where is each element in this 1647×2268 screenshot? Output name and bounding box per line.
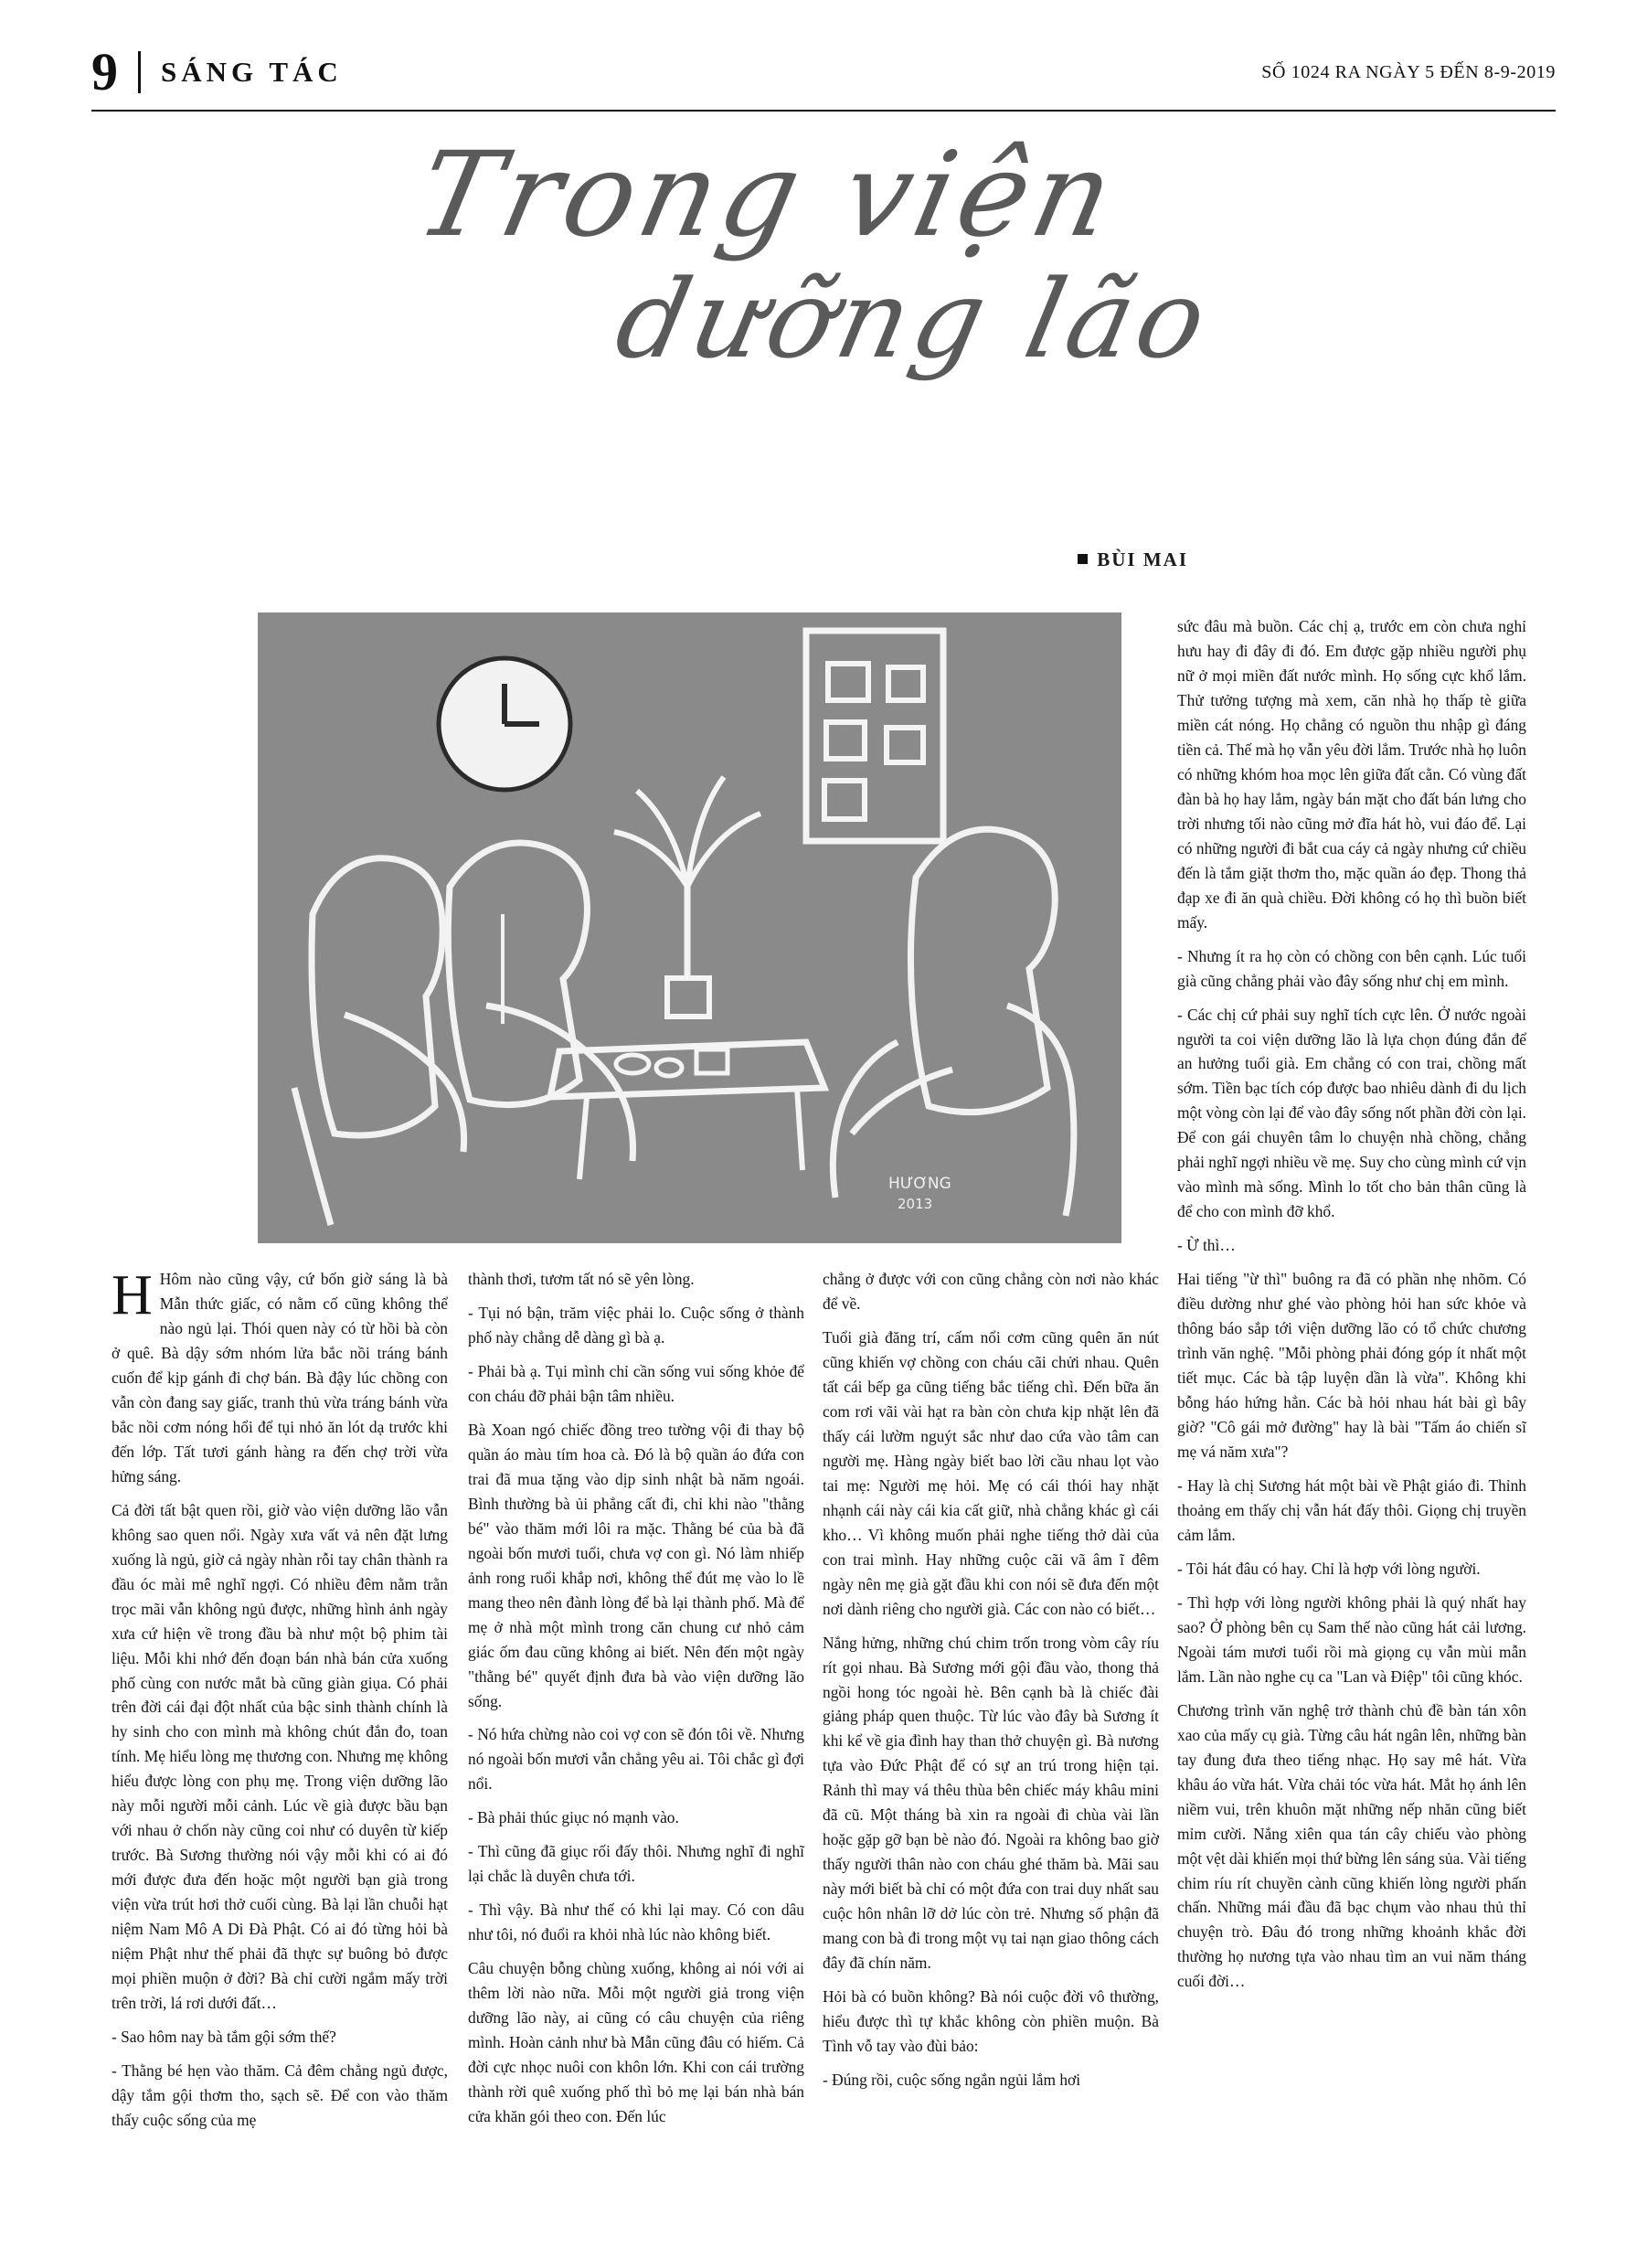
paragraph: Hỏi bà có buồn không? Bà nói cuộc đời vô thường, hiểu được thì tự khắc không còn phiền muộn. Bà Tình vỗ tay vào đùi bảo:	[823, 1987, 1159, 2056]
text-column-1	[112, 1264, 448, 2142]
paragraph: Tuổi già đăng trí, cấm nổi cơm cũng quên ăn nút cũng khiến vợ chồng con cháu cãi chửi nhau. Quên tất cái bếp ga cũng tiếng bắc tiếng chì. Đến bữa ăn com rơi vãi vài hạt ra bàn còn chưa kịp nhặt lên đã thấy cái lườm nguýt sắc như dao cứa vào tâm can người mẹ. Hàng ngày biết bao lời cầu nhau lọt vào tai mẹ: Người mẹ hỏi. Mẹ có cái thói hay nhặt nhạnh cái này cái kia cất giữ, nhà chẳng khác gì cái kho… Vì không muốn phải nghe tiếng thở dài của con trai mình. Hay những cuộc cãi vã âm ĩ đêm ngày nên mẹ già gặt đầu khi con nói sẽ đưa đến một nơi dành riêng cho người già. Các con nào có biết…	[823, 1327, 1159, 1618]
dialogue-line: - Các chị cứ phải suy nghĩ tích cực lên. Ở nước ngoài người ta coi viện dưỡng lão là lựa chọn đúng đắn để an hưởng tuổi già. Em chẳng có con trai, chồng mất sớm. Tiền bạc tích cóp được bao nhiêu dành đi du lịch một vòng còn lại để vào đây sống nốt phần đời còn lại. Để con gái chuyên tâm lo chuyện nhà chồng, chẳng phải nghĩ ngợi nhiều về mẹ. Suy cho cùng mình cứ vịn vào mình mà sống. Mình lo tốt cho bản thân cũng là để cho con mình đỡ khổ.	[1177, 1005, 1526, 1221]
author-name: BÙI MAI	[1097, 548, 1188, 570]
byline-bullet-icon	[1078, 554, 1088, 564]
paragraph: Chương trình văn nghệ trở thành chủ đề bàn tán xôn xao của mấy cụ già. Từng câu hát ngân lên, những bàn tay đung đưa theo tiếng nhạc. Họ say mê hát. Vừa khâu áo vừa hát. Vừa chải tóc vừa hát. Mắt họ ánh lên niềm vui, trên khuôn mặt những nếp nhăn cũng biết mỉm cười. Nắng xiên qua tán cây chiếu vào phòng một vệt dài khiến mọi thứ bừng lên sáng sủa. Vài tiếng chim ríu rít chuyền cành cũng khiến lòng người phấn chấn. Những mái đầu đã bạc chụm vào nhau thủ thỉ chuyện trò. Đâu đó trong những khoảnh khắc đời thường họ nương tựa vào nhau tìm an vui năm tháng cuối đời…	[1177, 1700, 1526, 1991]
paragraph-text: Hôm nào cũng vậy, cứ bốn giờ sáng là bà Mẫn thức giấc, có nằm cố cũng không thể nào ngủ lại. Thói quen này có từ hồi bà còn ở quê. Bà dậy sớm nhóm lửa bắc nồi tráng bánh cuốn để kịp gánh đi chợ bán. Bà đậy lúc chồng con vẫn còn đang say giấc, tranh thủ vừa tráng bánh vừa bắc nồi cơm nóng hổi để tụi nhỏ ăn lót dạ trước khi đến lớp. Tất tươi gánh hàng ra đến chợ trời vừa hửng sáng.	[112, 1270, 448, 1485]
paragraph: sức đâu mà buồn. Các chị ạ, trước em còn chưa nghỉ hưu hay đi đây đi đó. Em được gặp nhiều người phụ nữ ở mọi miền đất nước mình. Họ sống cực khổ lắm. Thử tưởng tượng mà xem, căn nhà họ thấp tè giữa miền cát nóng. Họ chẳng có nguồn thu nhập gì đáng tiền cả. Thế mà họ vẫn yêu đời lắm. Trước nhà họ luôn có những khóm hoa mọc lên giữa đất cằn. Có vùng đất đàn bà họ hay lắm, ngày bán mặt cho đất bán lưng cho trời nhưng tối nào cũng mở đĩa hát hò, vui đáo để. Lại có những người đi bắt cua cáy cả ngày nhưng cứ chiều đến là tắm giặt thơm tho, mặc quần áo đẹp. Thong thả đạp xe đi ăn quà chiều. Đời không có họ thì buồn biết mấy.	[1177, 617, 1527, 932]
paragraph: thành thơi, tươm tất nó sẽ yên lòng.	[468, 1270, 695, 1288]
paragraph: Cả đời tất bật quen rồi, giờ vào viện dưỡng lão vẫn không sao quen nổi. Ngày xưa vất vả nên đặt lưng xuống là ngủ, giờ cả ngày nhàn rỗi tay chân thành ra đầu óc mài mê nghĩ ngợi. Có nhiều đêm nằm trằn trọc mãi vẫn không ngủ được, những hình ảnh ngày xưa cứ hiện về trong đầu bà như một bộ phim tài liệu. Mỗi khi nhớ đến đoạn bán nhà bán cửa xuống phố cùng con nước mắt bà cũng giàn giụa. Có phải trên đời cái đại đột nhất của bậc sinh thành chính là hy sinh cho con mình mà không chút đắn đo, toan tính. Mẹ hiểu lòng mẹ thương con. Nhưng mẹ không hiểu được lòng con phụ mẹ. Trong viện dưỡng lão này mỗi người mỗi cảnh. Lúc về già được bầu bạn với nhau ở chốn này cũng coi như có duyên từ kiếp trước. Bà Sương thường nói vậy mỗi khi có ai đó mới được đưa đến hoặc một người bạn già trong viện vừa trút hơi thở cuối cùng. Bà lại lần chuỗi hạt niệm Nam Mô A Di Đà Phật. Có ai đó từng hỏi bà niệm Phật như thế phải đã thực sự buông bỏ được mọi phiền muộn ở đời? Bà chỉ cười ngắm mấy trời trên trời, lá rơi dưới đất…	[112, 1500, 448, 2013]
article-title-line-2: dưỡng lão	[606, 256, 1223, 382]
dialogue-line: - Đúng rồi, cuộc sống ngắn ngủi lắm hơi	[823, 2071, 1081, 2090]
paragraph: Bà Xoan ngó chiếc đồng treo tường vội đi thay bộ quần áo màu tím hoa cà. Đó là bộ quần áo đứa con trai đã mua tặng vào dịp sinh nhật bà năm ngoái. Bình thường bà ủi phẳng cất đi, chỉ khi nào "thằng bé" vào thăm mới lôi ra mặc. Thằng bé của bà đã ngoài bốn mươi tuổi, chưa vợ con gì. Nó làm nhiếp ảnh rong ruổi khắp nơi, không thể đút mẹ vào lo lề mang theo nên đành lòng để bà lại thành phố. Mà để mẹ ở nhà một mình trong căn chung cư nhỏ cảm giác ốm đau cũng không ai biết. Nên đến một ngày "thằng bé" quyết định đưa bà vào viện dưỡng lão sống.	[468, 1420, 804, 1710]
dialogue-line: - Phải bà ạ. Tụi mình chỉ cần sống vui sống khỏe để con cháu đỡ phải bận tâm nhiều.	[468, 1361, 804, 1405]
dialogue-line: - Tôi hát đâu có hay. Chỉ là hợp với lòng người.	[1177, 1559, 1481, 1578]
dialogue-line: - Sao hôm nay bà tắm gội sớm thế?	[112, 2028, 336, 2047]
dialogue-line: - Nhưng ít ra họ còn có chồng con bên cạnh. Lúc tuổi già cũng chẳng phải vào đây sống như chị em mình.	[1177, 946, 1526, 990]
paragraph: chẳng ở được với con cũng chẳng còn nơi nào khác để về.	[823, 1270, 1159, 1313]
dialogue-line: - Hay là chị Sương hát một bài về Phật giáo đi. Thỉnh thoảng em thấy chị vẫn hát đấy thôi. Giọng chị truyền cảm lắm.	[1177, 1475, 1526, 1544]
text-column-2	[468, 1267, 804, 2138]
dialogue-line: - Thì vậy. Bà như thế có khi lại may. Có con dâu như tôi, nó đuổi ra khỏi nhà lúc nào không biết.	[468, 1901, 804, 1944]
dialogue-line: - Thì hợp với lòng người không phải là quý nhất hay sao? Ở phòng bên cụ Sam thế nào cũng hát cải lương. Ngoài tám mươi tuổi rồi mà giọng cụ vẫn mùi mẫn lắm. Lần nào nghe cụ ca "Lan và Điệp" tôi cũng khóc.	[1177, 1592, 1526, 1686]
article-illustration	[258, 612, 1121, 1243]
section-title: SÁNG TÁC	[161, 56, 343, 88]
dialogue-line: - Thằng bé hẹn vào thăm. Cả đêm chẳng ngủ được, dậy tắm gội thơm tho, sạch sẽ. Để con vào thăm thấy cuộc sống của mẹ	[112, 2061, 448, 2129]
paragraph: Câu chuyện bỗng chùng xuống, không ai nói với ai thêm lời nào nữa. Mỗi một người giả trong viện dưỡng lão này, ai cũng có câu chuyện của riêng mình. Hoàn cảnh như bà Mẫn cũng đâu có hiếm. Cả đời cực nhọc nuôi con khôn lớn. Khi con cái trường thành rời quê xuống phố thì bỏ mẹ lại bán nhà bán cửa khăn gói theo con. Đến lúc	[468, 1959, 804, 2126]
paragraph: Hai tiếng "ừ thì" buông ra đã có phần nhẹ nhõm. Có điều dường như ghé vào phòng hỏi han sức khỏe và thông báo sắp tới viện dưỡng lão có tổ chức chương trình văn nghệ. "Mỗi phòng phải đóng góp ít nhất một tiết mục. Các bà tập luyện dần là vừa". Không khi bỗng háo hứng hẳn. Các bà hỏi nhau hát bài gì bây giờ? "Cô gái mở đường" hay là bài "Tấm áo chiến sĩ mẹ vá năm xưa"?	[1177, 1270, 1526, 1461]
masthead	[91, 44, 1556, 101]
dialogue-line: - Ừ thì…	[1177, 1236, 1236, 1255]
drop-cap: H	[112, 1264, 153, 1326]
article-title	[228, 127, 1417, 503]
text-column-4	[1177, 614, 1526, 2003]
paragraph	[112, 1264, 448, 1489]
dialogue-line: - Bà phải thúc giục nó mạnh vào.	[468, 1808, 679, 1827]
masthead-divider	[138, 51, 141, 93]
issue-info: SỐ 1024 RA NGÀY 5 ĐẾN 8-9-2019	[1261, 61, 1556, 82]
dialogue-line: - Tụi nó bận, trăm việc phải lo. Cuộc sống ở thành phố này chẳng dễ dàng gì bà ạ.	[468, 1303, 804, 1347]
byline	[228, 548, 1188, 571]
illustration-drawing	[258, 612, 1121, 1243]
page-number: 9	[91, 42, 118, 101]
text-column-3	[823, 1267, 1159, 2102]
dialogue-line: - Thì cũng đã giục rối đấy thôi. Nhưng nghĩ đi nghĩ lại chắc là duyên chưa tới.	[468, 1842, 804, 1886]
paragraph: Nắng hửng, những chú chim trốn trong vòm cây ríu rít gọi nhau. Bà Sương mới gội đầu vào, thong thả ngồi hong tóc ngoài hè. Bên cạnh bà là chiếc đài giảng pháp quen thuộc. Từ lúc vào đây bà Sương ít khi kể về gia đình hay than thở chuyện gì. Bà nương tựa vào Đức Phật để có sự an trú trong hiện tại. Rảnh thì may vá thêu thùa bên chiếc máy khâu mini đã cũ. Một tháng bà xin ra ngoài đi chùa vài lần hoặc gặp gỡ bạn bè nào đó. Ngoài ra không bao giờ thấy người thân nào con cháu ghé thăm bà. Mãi sau này mới biết bà chỉ có một đứa con trai duy nhất sau cuộc hôn nhân lỡ dở lúc còn trẻ. Nhưng số phận đã mang con bà đi trong một vụ tai nạn giao thông cách đây đã chín năm.	[823, 1633, 1159, 1973]
svg-text:2013: 2013	[898, 1196, 933, 1212]
article-title-line-1: Trong viện	[406, 127, 1131, 263]
header-rule	[91, 110, 1556, 112]
dialogue-line: - Nó hứa chừng nào coi vợ con sẽ đón tôi về. Nhưng nó ngoài bốn mươi vẫn chẳng yêu ai. Tôi chắc gì đợi nổi.	[468, 1725, 804, 1794]
svg-text:HƯƠNG: HƯƠNG	[888, 1175, 951, 1193]
